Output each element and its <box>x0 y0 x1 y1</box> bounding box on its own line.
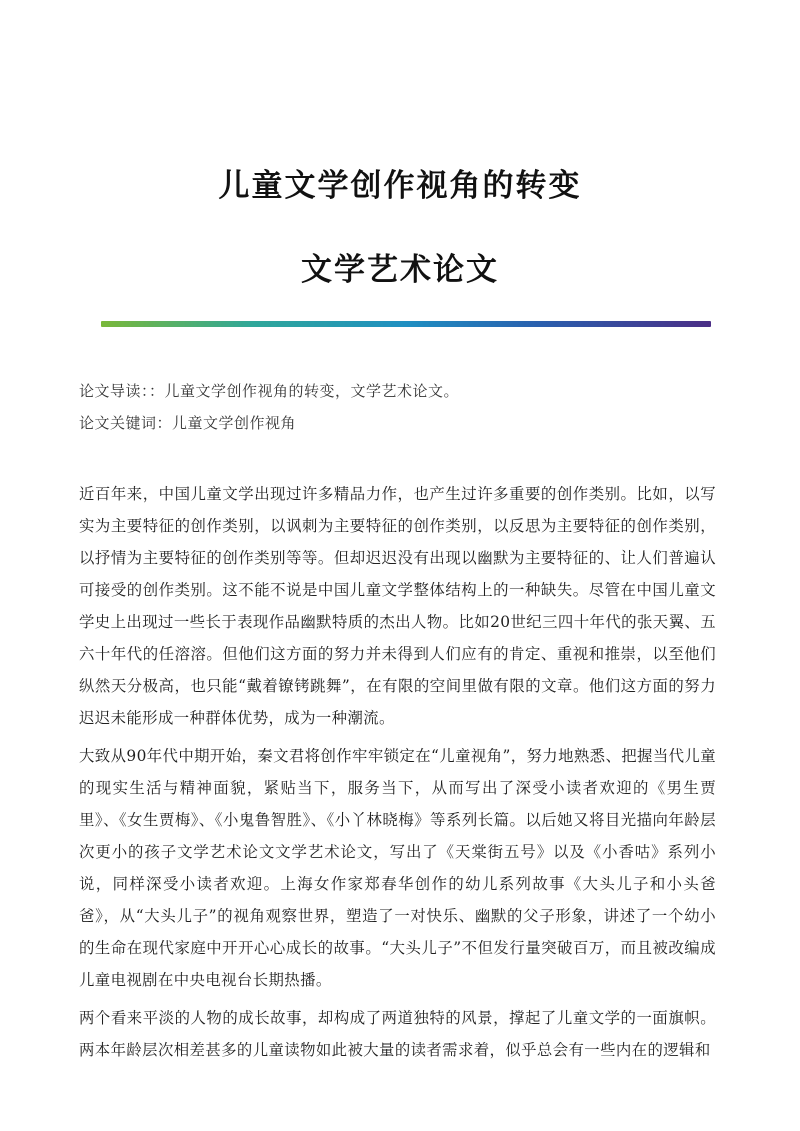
keywords-line: 论文关键词：儿童文学创作视角 <box>79 414 297 432</box>
document-subtitle: 文学艺术论文 <box>301 252 499 288</box>
body-text <box>79 478 716 1072</box>
guide-line: 论文导读：：儿童文学创作视角的转变，文学艺术论文。 <box>79 382 460 400</box>
paragraph: 大致从90年代中期开始，秦文君将创作牢牢锁定在“儿童视角”，努力地熟悉、把握当代儿童的现实生活与精神面貌，紧贴当下，服务当下，从而写出了深受小读者欢迎的《男生贾里》、《女生贾梅》、《小鬼鲁智胜》、《小丫林晓梅》等系列长篇。以后她又将目光描向年龄层次更小的孩子文学艺术论文文学艺术论文，写出了《天棠街五号》以及《小香咕》系列小说，同样深受小读者欢迎。上海女作家郑春华创作的幼儿系列故事《大头儿子和小头爸爸》，从“大头儿子”的视角观察世界，塑造了一对快乐、幽默的父子形象，讲述了一个幼小的生命在现代家庭中开开心心成长的故事。“大头儿子”不但发行量突破百万，而且被改编成儿童电视剧在中央电视台长期热播。 <box>79 747 716 989</box>
paragraph: 两个看来平淡的人物的成长故事，却构成了两道独特的风景，撑起了儿童文学的一面旗帜。两本年龄层次相差甚多的儿童读物如此被大量的读者需求着，似乎总会有一些内在的逻辑和 <box>79 1009 716 1059</box>
paragraph: 近百年来，中国儿童文学出现过许多精品力作，也产生过许多重要的创作类别。比如，以写实为主要特征的创作类别，以讽刺为主要特征的创作类别，以反思为主要特征的创作类别，以抒情为主要特征的创作类别等等。但却迟迟没有出现以幽默为主要特征的、让人们普遍认可接受的创作类别。这不能不说是中国儿童文学整体结构上的一种缺失。尽管在中国儿童文学史上出现过一些长于表现作品幽默特质的杰出人物。比如20世纪三四十年代的张天翼、五六十年代的任溶溶。但他们这方面的努力并未得到人们应有的肯定、重视和推崇，以至他们纵然天分极高，也只能“戴着镣铐跳舞”，在有限的空间里做有限的文章。他们这方面的努力迟迟未能形成一种群体优势，成为一种潮流。 <box>79 485 716 727</box>
title-divider <box>101 321 711 327</box>
document-title: 儿童文学创作视角的转变 <box>218 168 582 204</box>
